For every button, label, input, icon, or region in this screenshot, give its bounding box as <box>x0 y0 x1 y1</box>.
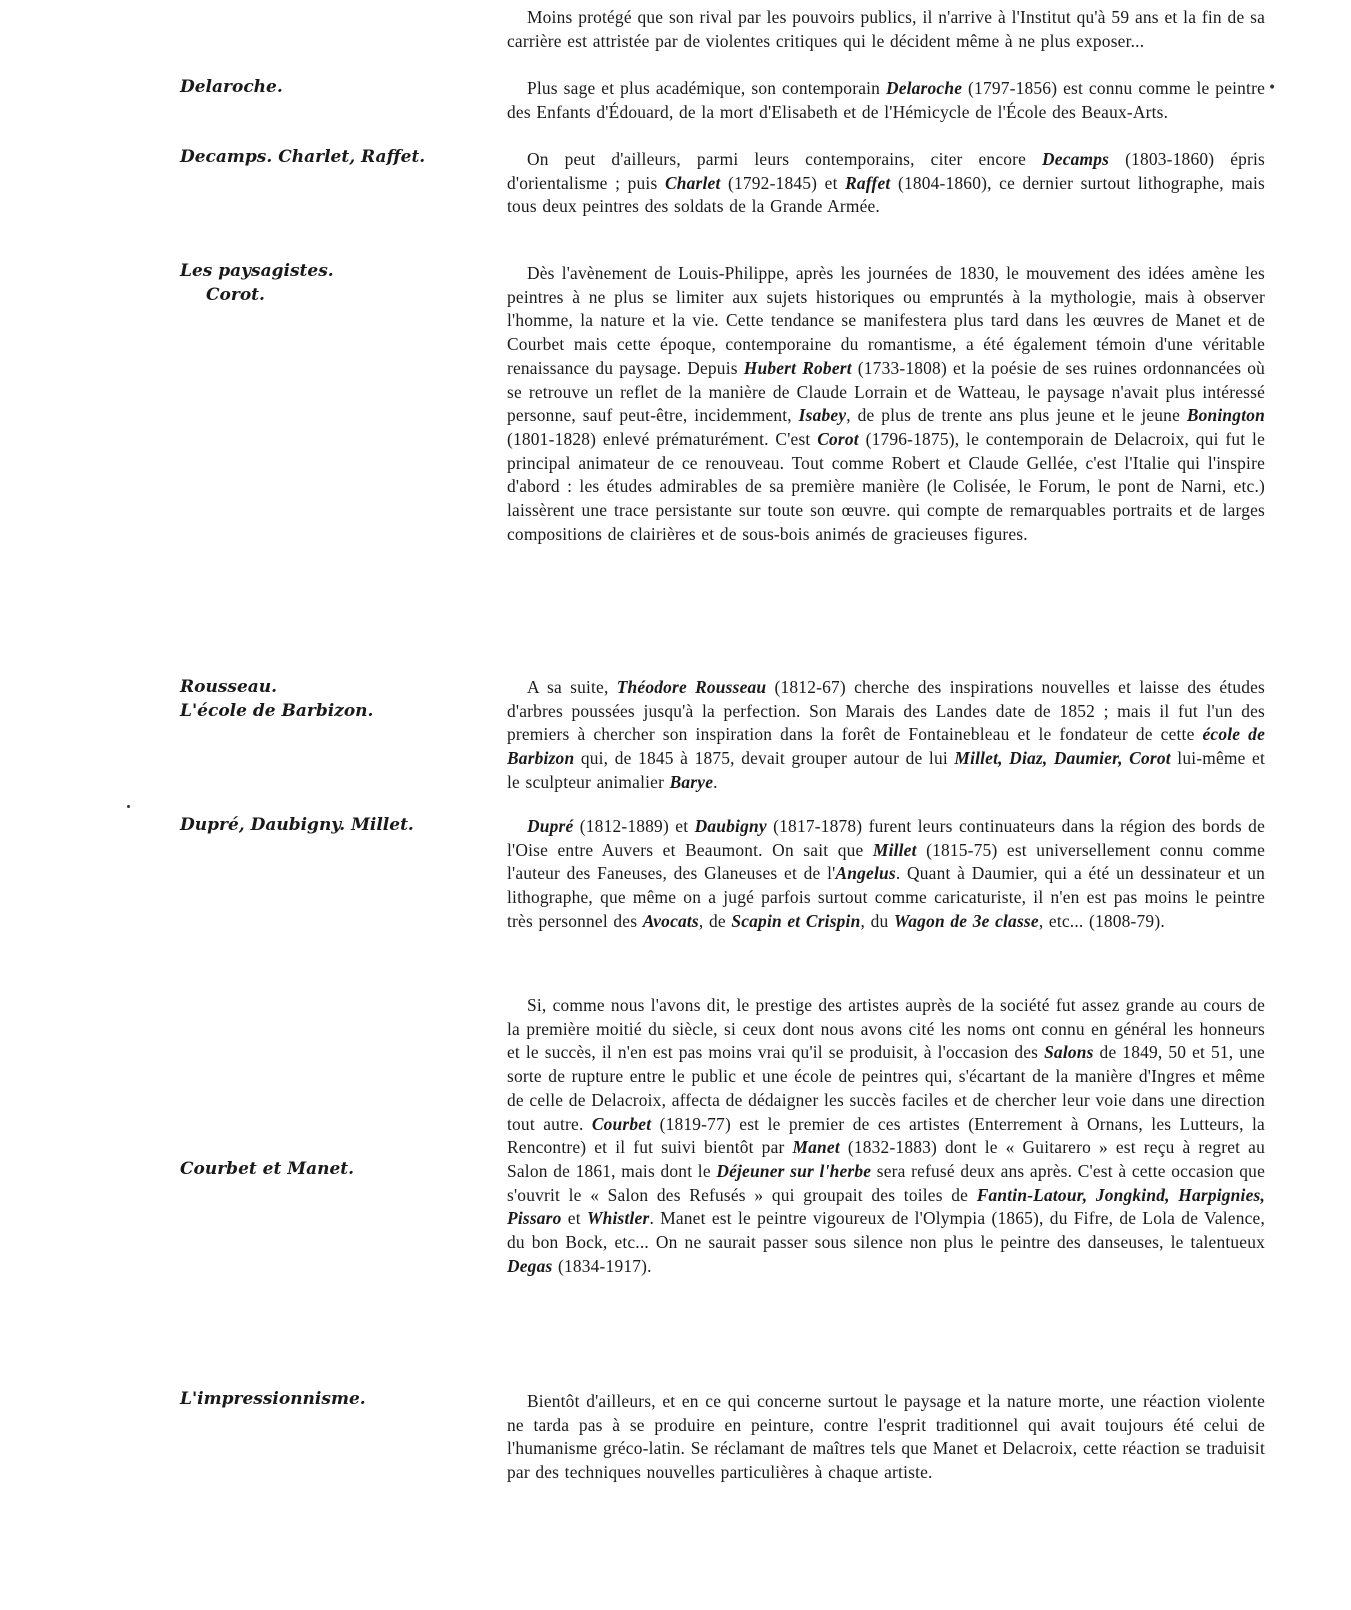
emphasis-run: Bonington <box>1186 405 1265 426</box>
emphasis-run: Dupré <box>527 816 574 836</box>
text-run: Moins protégé que son rival par les pouvoirs publics, il n'arrive à l'Institut qu'à 59 ans et la fin de sa carrière est attristée par de violentes critiques qui le décident même à ne plus exposer... <box>507 7 1265 51</box>
paragraph-salons <box>507 994 1265 1278</box>
text-run: Si, comme nous l'avons dit, le prestige des artistes auprès de la société fut assez grande au cours de la première moitié du siècle, si ceux dont nous avons cité les noms ont connu en général les honneurs et le succès, il n'en est pas moins vrai qu'il se produisit, à l'occasion des <box>507 995 1265 1063</box>
sidenote-courbet <box>180 1158 480 1182</box>
sidenote-line: Les paysagistes. <box>180 261 334 281</box>
sidenote-dupre <box>180 814 480 838</box>
text-run: On peut d'ailleurs, parmi leurs contemporains, citer encore <box>527 149 1043 169</box>
sidenote-rousseau <box>180 676 480 723</box>
text-run: (1803-1860) épris d'orientalisme ; puis <box>507 149 1265 193</box>
emphasis-run: Raffet <box>845 172 891 193</box>
text-run: (1792-1845) et <box>720 172 846 193</box>
text-run: , etc... (1808-79). <box>1038 910 1165 931</box>
text-run: . Quant à Daumier, qui a été un dessinateur et un lithographe, que même on a jugé parfois surtout comme caricaturiste, il n'en est pas moins le peintre très personnel des <box>507 863 1265 931</box>
emphasis-run: Corot <box>817 428 859 449</box>
emphasis-run: Delaroche <box>885 78 963 98</box>
text-run: (1819-77) est le premier de ces artistes (Enterrement à Ornans, les Lutteurs, la Rencontre) et il fut suivi bientôt par <box>507 1113 1265 1158</box>
emphasis-run: Salons <box>1044 1042 1094 1063</box>
text-run: , de <box>698 910 732 931</box>
text-run: Bientôt d'ailleurs, et en ce qui concerne surtout le paysage et la nature morte, une réaction violente ne tarda pas à se produire en peinture, contre l'esprit traditionnel qui avait toujours été celui de l'humanisme gréco-latin. Se réclamant de maîtres tels que Manet et Delacroix, cette réaction se traduisit par des techniques nouvelles particulières à chaque artiste. <box>507 1391 1265 1483</box>
sidenote-line: Decamps. Charlet, Raffet. <box>180 147 426 167</box>
emphasis-run: Degas <box>507 1255 553 1276</box>
emphasis-run: Charlet <box>664 172 721 193</box>
text-run: sera refusé deux ans après. C'est à cette occasion que s'ouvrit le « Salon des Refusés » qui groupait des toiles de <box>507 1160 1265 1205</box>
margin-speck <box>127 805 130 808</box>
margin-mark: • <box>1268 80 1277 96</box>
emphasis-run: Barye <box>669 771 714 792</box>
sidenote-line: L'école de Barbizon. <box>180 700 374 721</box>
text-run: (1796-1875), le contemporain de Delacroix, qui fut le principal animateur de ce renouveau. Tout comme Robert et Claude Gellée, c'est l'Italie qui l'inspire d'abord : les études admirables de sa première manière (le Colisée, le Forum, le pont de Narni, etc.) laissèrent une trace persistante sur toute son œuvre. qui compte de remarquables portraits et de larges compositions de clairières et de sous-bois animés de gracieuses figures. <box>507 428 1265 544</box>
text-run: . <box>713 771 718 792</box>
sidenote-line: Corot. <box>206 284 265 305</box>
text-run: qui, de 1845 à 1875, devait grouper autour de lui <box>574 748 955 769</box>
emphasis-run: Hubert Robert <box>743 357 852 378</box>
emphasis-run: Avocats <box>642 910 699 931</box>
paragraph-dupre-daubigny <box>507 815 1265 934</box>
text-run: , de plus de trente ans plus jeune et le jeune <box>846 405 1187 426</box>
text-run: (1834-1917). <box>552 1255 652 1276</box>
paragraph-rousseau <box>507 676 1265 795</box>
text-run: (1801-1828) enlevé prématurément. C'est <box>507 428 818 449</box>
text-run: , du <box>860 910 894 931</box>
emphasis-run: Scapin et Crispin <box>731 910 861 931</box>
text-run: (1817-1878) furent leurs continuateurs dans la région des bords de l'Oise entre Auvers et Beaumont. On sait que <box>507 816 1265 860</box>
sidenote-line: Courbet et Manet. <box>180 1159 355 1179</box>
sidenote-delaroche <box>180 76 480 100</box>
sidenote-decamps <box>180 146 480 170</box>
sidenote-impressionnisme <box>180 1388 480 1412</box>
text-run: (1815-75) est universellement connu comme l'auteur des Faneuses, des Glaneuses et de l' <box>507 839 1265 884</box>
sidenote-line: L'impressionnisme. <box>180 1389 366 1409</box>
paragraph-institut <box>507 6 1265 53</box>
paragraph-decamps <box>507 148 1265 219</box>
sidenote-line: Dupré, Daubigny. Millet. <box>180 815 414 835</box>
text-run: (1804-1860), ce dernier surtout lithographe, mais tous deux peintres des soldats de la Grande Armée. <box>507 172 1265 217</box>
text-run: . Manet est le peintre vigoureux de l'Olympia (1865), du Fifre, de Lola de Valence, du bon Bock, etc... On ne saurait passer sous silence non plus le peintre des danseuses, le talentueux <box>507 1208 1265 1253</box>
emphasis-run: Courbet <box>591 1113 652 1134</box>
emphasis-run: Whistler <box>586 1208 650 1229</box>
sidenote-paysagistes <box>180 260 480 307</box>
emphasis-run: Decamps <box>1042 149 1110 169</box>
paragraph-impressionnisme <box>507 1390 1265 1485</box>
text-run: de 1849, 50 et 51, une sorte de rupture entre le public et une école de peintres qui, s'écartant de la manière d'Ingres et même de celle de Delacroix, affecta de dédaigner les succès faciles et de chercher leur voie dans une direction tout autre. <box>507 1042 1265 1134</box>
text-run: (1733-1808) et la poésie de ses ruines ordonnancées où se retrouve un reflet de la manière de Claude Lorrain et de Watteau, le paysage n'avait plus intéressé personne, sauf peut-être, incidemment, <box>507 357 1266 426</box>
paragraph-delaroche <box>507 77 1265 124</box>
text-run: (1812-67) cherche des inspirations nouvelles et laisse des études d'arbres poussées jusqu'à la perfection. Son Marais des Landes date de 1852 ; mais il fut l'un des premiers à chercher son inspiration dans la forêt de Fontainebleau et le fondateur de cette <box>507 677 1265 745</box>
paragraph-paysagistes <box>507 262 1265 546</box>
text-run: lui-même et le sculpteur animalier <box>507 748 1265 792</box>
emphasis-run: Daubigny <box>694 816 767 836</box>
emphasis-run: Angelus <box>835 863 896 884</box>
text-run: Plus sage et plus académique, son contemporain <box>527 78 886 98</box>
emphasis-run: Millet <box>872 839 917 860</box>
emphasis-run: Déjeuner sur l'herbe <box>716 1160 872 1181</box>
emphasis-run: Wagon de 3e classe <box>893 910 1039 931</box>
emphasis-run: Manet <box>792 1137 840 1158</box>
sidenote-line: Delaroche. <box>180 77 283 97</box>
text-run: (1812-1889) et <box>573 816 695 836</box>
text-run: (1797-1856) est connu comme le peintre des Enfants d'Édouard, de la mort d'Elisabeth et de l'Hémicycle de l'École des Beaux-Arts. <box>507 78 1265 122</box>
emphasis-run: Isabey <box>798 405 847 426</box>
text-run: A sa suite, <box>527 677 617 697</box>
text-run: Dès l'avènement de Louis-Philippe, après les journées de 1830, le mouvement des idées amène les peintres à ne plus se limiter aux sujets historiques ou empruntés à la mythologie, mais à observer l'homme, la nature et la vie. Cette tendance se manifestera plus tard dans les œuvres de Manet et de Courbet mais cette époque, contemporaine du romantisme, a été également témoin d'une véritable renaissance du paysage. Depuis <box>507 263 1265 378</box>
emphasis-run: école de Barbizon <box>507 724 1265 769</box>
text-run: et <box>561 1208 587 1229</box>
sidenote-line: Rousseau. <box>180 677 278 697</box>
emphasis-run: Théodore Rousseau <box>616 677 767 697</box>
text-run: (1832-1883) dont le « Guitarero » est reçu à regret au Salon de 1861, mais dont le <box>507 1137 1265 1181</box>
emphasis-run: Millet, Diaz, Daumier, Corot <box>954 748 1171 769</box>
emphasis-run: Fantin-Latour, Jongkind, Harpignies, Pissaro <box>507 1184 1266 1229</box>
